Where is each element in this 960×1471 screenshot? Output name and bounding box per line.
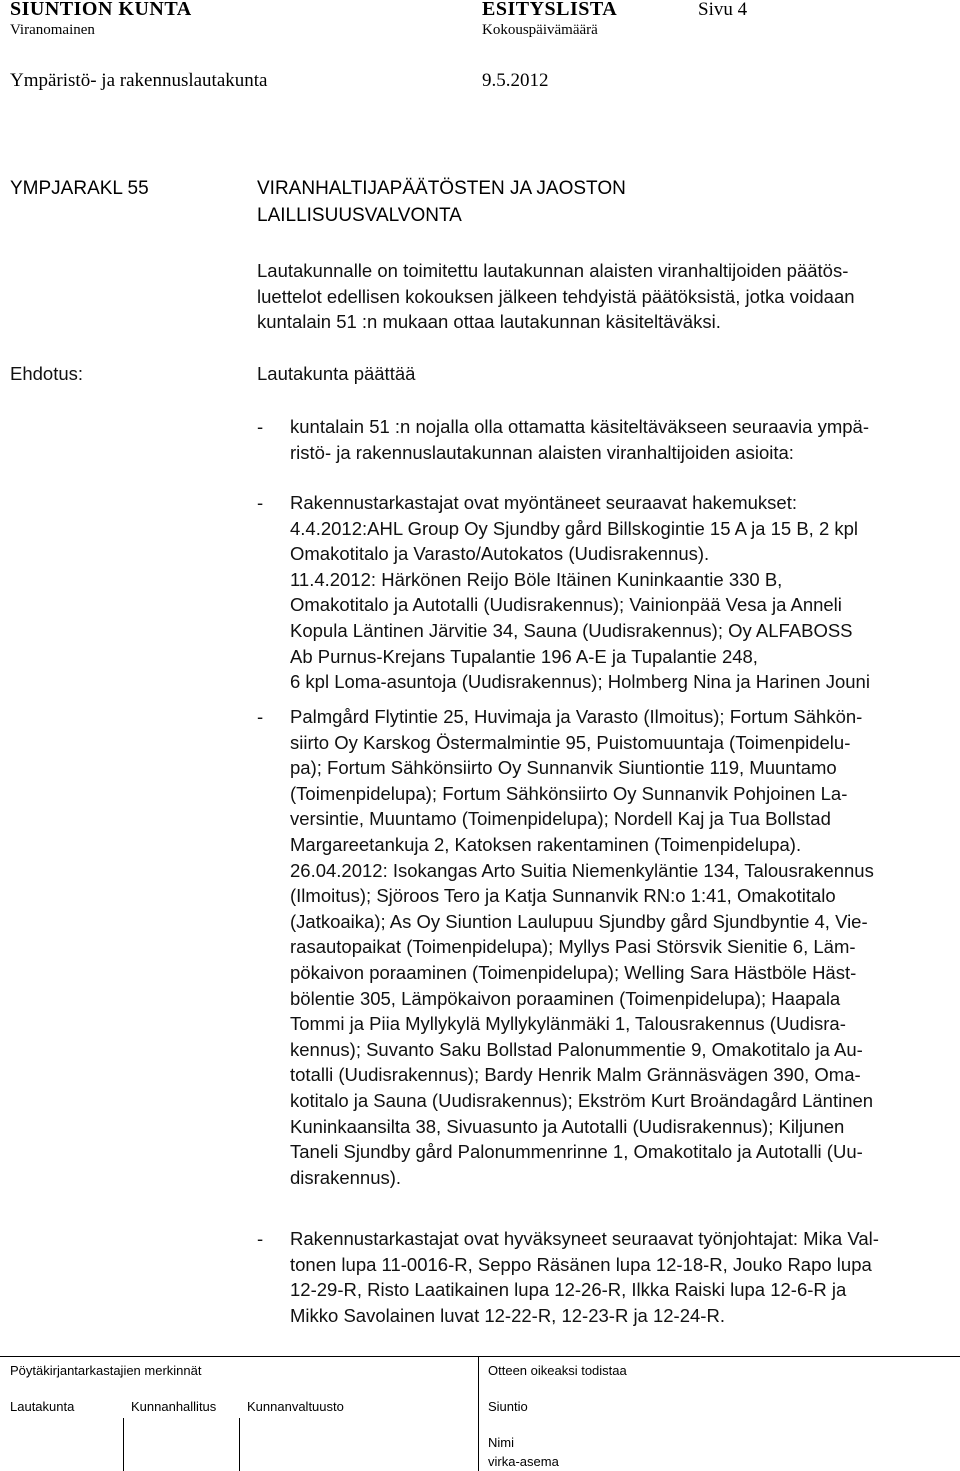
list-line: bölentie 305, Lämpökaivon poraaminen (Toimenpidelupa); Haapala [290,987,841,1009]
document-type: ESITYSLISTA [482,0,618,20]
list-dash: - [257,706,264,727]
list-dash: - [257,1228,264,1249]
list-line: kennus); Suvanto Saku Bollstad Palonummentie 9, Omakotitalo ja Au- [290,1038,863,1060]
list-item-text [290,414,869,465]
list-line: Palmgård Flytintie 25, Huvimaja ja Varasto (Ilmoitus); Fortum Sähkön- [290,706,863,727]
list-line: 11.4.2012: Härkönen Reijo Böle Itäinen Kuninkaantie 330 B, [290,568,783,590]
list-line: 12-29-R, Risto Laatikainen lupa 12-26-R, Ilkka Raiski lupa 12-6-R ja [290,1279,847,1301]
list-item-text [290,490,870,695]
list-line: Rakennustarkastajat ovat hyväksyneet seuraavat työnjohtajat: Mika Val- [290,1228,879,1249]
list-line: Tommi ja Piia Myllykylä Myllykylänmäki 1, Talousrakennus (Uudisra- [290,1013,846,1035]
proposal-label: Ehdotus: [10,363,84,384]
footer-place: Siuntio [488,1399,528,1414]
list-line: (Jatkoaika); As Oy Siuntion Laulupuu Sjundby gård Sjundbyntie 4, Vie- [290,910,868,932]
item-title [257,175,626,229]
list-line: Taneli Sjundby gård Palonummenrinne 1, Omakotitalo ja Autotalli (Uu- [290,1141,863,1163]
footer-col-lautakunta: Lautakunta [10,1399,75,1414]
footer-right-title: Otteen oikeaksi todistaa [488,1363,627,1378]
list-line: (Ilmoitus); Sjöroos Tero ja Katja Sunnanvik RN:o 1:41, Omakotitalo [290,885,836,907]
list-item-text [290,704,874,1190]
item-code: YMPJARAKL 55 [10,178,149,199]
list-line: 6 kpl Loma-asuntoja (Uudisrakennus); Holmberg Nina ja Harinen Jouni [290,671,870,693]
municipality-name: SIUNTION KUNTA [10,0,192,20]
list-item-text [290,1226,879,1328]
item-title-line: LAILLISUUSVALVONTA [257,205,462,226]
footer-divider [239,1418,240,1471]
list-line: Mikko Savolainen luvat 12-22-R, 12-23-R ja 12-24-R. [290,1304,725,1326]
list-line: kotitalo ja Sauna (Uudisrakennus); Ekström Kurt Broändagård Läntinen [290,1089,874,1111]
list-line: (Toimenpidelupa); Fortum Sähkönsiirto Oy Sunnanvik Pohjoinen La- [290,782,848,804]
list-line: Kuninkaansilta 38, Sivuasunto ja Autotalli (Uudisrakennus); Kiljunen [290,1115,845,1137]
list-line: totalli (Uudisrakennus); Bardy Henrik Malm Grännäsvägen 390, Oma- [290,1064,861,1086]
proposal-text: Lautakunta päättää [257,363,416,384]
list-line: Omakotitalo ja Varasto/Autokatos (Uudisrakennus). [290,543,710,565]
list-line: Kopula Läntinen Järvitie 34, Sauna (Uudisrakennus); Oy ALFABOSS [290,619,853,641]
meeting-date: 9.5.2012 [482,70,549,91]
list-dash: - [257,416,264,437]
footer-divider [478,1356,479,1471]
board-name: Ympäristö- ja rakennuslautakunta [10,70,268,91]
authority-label: Viranomainen [10,22,95,38]
list-line: disrakennus). [290,1166,402,1188]
footer-left-title: Pöytäkirjantarkastajien merkinnät [10,1363,202,1378]
list-line: Margareetankuja 2, Katoksen rakentaminen (Toimenpidelupa). [290,833,802,855]
footer-divider [123,1418,124,1471]
item-title-line: VIRANHALTIJAPÄÄTÖSTEN JA JAOSTON [257,178,626,199]
list-dash: - [257,492,264,513]
list-line: versintie, Muuntamo (Toimenpidelupa); Nordell Kaj ja Tua Bollstad [290,808,831,830]
meeting-date-label: Kokouspäivämäärä [482,22,598,38]
intro-paragraph [257,258,855,335]
intro-line: Lautakunnalle on toimitettu lautakunnan alaisten viranhaltijoiden päätös- [257,260,849,281]
footer-name: Nimi [488,1435,514,1450]
footer-top-rule [0,1356,960,1357]
intro-line: kuntalain 51 :n mukaan ottaa lautakunnan käsiteltäväksi. [257,311,721,333]
list-line: tonen lupa 11-0016-R, Seppo Räsänen lupa 12-18-R, Jouko Rapo lupa [290,1253,872,1275]
page-number: Sivu 4 [698,0,748,20]
list-line: ristö- ja rakennuslautakunnan alaisten viranhaltijoiden asioita: [290,441,794,463]
footer-col-kunnanhallitus: Kunnanhallitus [131,1399,217,1414]
list-line: rasautopaikat (Toimenpidelupa); Myllys Pasi Störsvik Sienitie 6, Läm- [290,936,856,958]
list-line: kuntalain 51 :n nojalla olla ottamatta käsiteltäväkseen seuraavia ympä- [290,416,869,437]
list-line: Rakennustarkastajat ovat myöntäneet seuraavat hakemukset: [290,492,797,513]
intro-line: luettelot edellisen kokouksen jälkeen tehdyistä päätöksistä, jotka voidaan [257,285,855,307]
footer-col-kunnanvaltuusto: Kunnanvaltuusto [247,1399,344,1414]
list-line: pa); Fortum Sähkönsiirto Oy Sunnanvik Siuntiontie 119, Muuntamo [290,757,837,779]
list-line: Ab Purnus-Krejans Tupalantie 196 A-E ja Tupalantie 248, [290,645,758,667]
list-line: 26.04.2012: Isokangas Arto Suitia Niemenkyläntie 134, Talousrakennus [290,859,874,881]
list-line: 4.4.2012:AHL Group Oy Sjundby gård Billskogintie 15 A ja 15 B, 2 kpl [290,517,859,539]
list-line: siirto Oy Karskog Östermalmintie 95, Puistomuuntaja (Toimenpidelu- [290,731,851,753]
list-line: pökaivon poraaminen (Toimenpidelupa); Welling Sara Hästböle Häst- [290,961,857,983]
list-line: Omakotitalo ja Autotalli (Uudisrakennus); Vainionpää Vesa ja Anneli [290,594,842,616]
footer-position: virka-asema [488,1454,559,1469]
